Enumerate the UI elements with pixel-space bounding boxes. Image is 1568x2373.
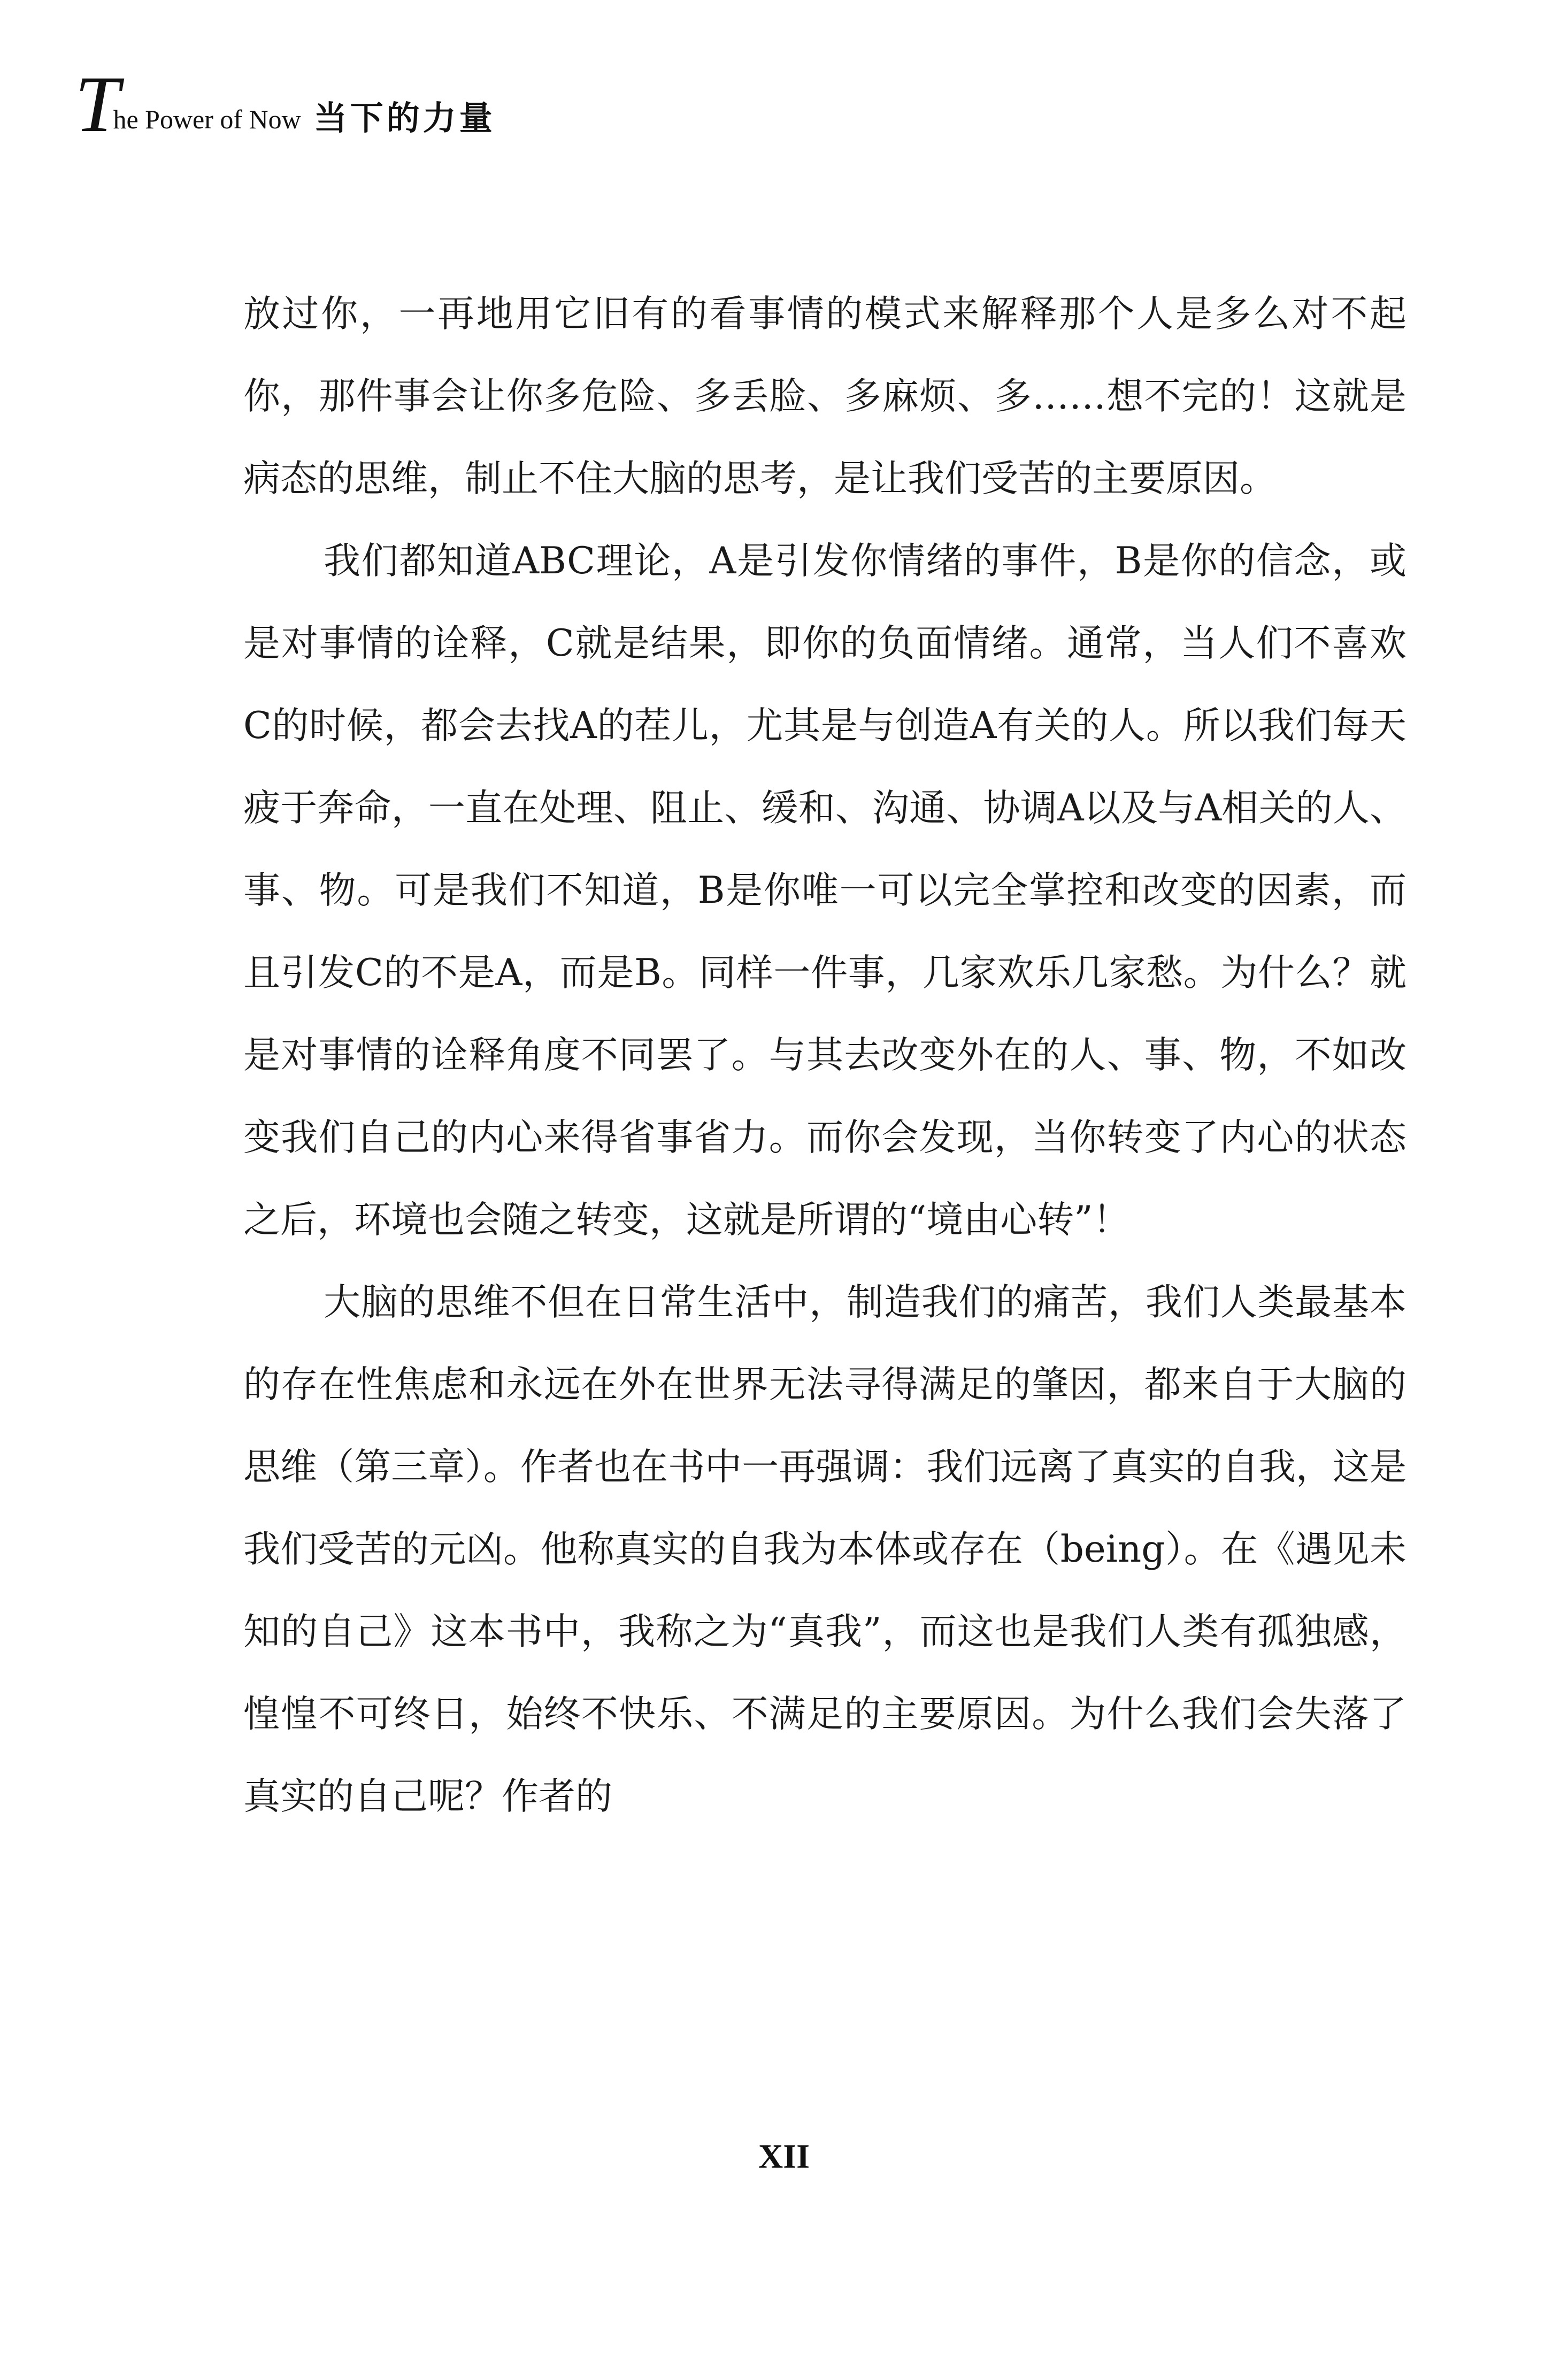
running-head-initial: T	[75, 60, 118, 149]
running-head-title-cn: 当下的力量	[313, 98, 496, 137]
paragraph-continued: 放过你，一再地用它旧有的看事情的模式来解释那个人是多么对不起你，那件事会让你多危险、多丢脸、多麻烦、多……想不完的！这就是病态的思维，制止不住大脑的思考，是让我们受苦的主要原因。	[243, 293, 1406, 500]
body-text	[243, 273, 1406, 1838]
running-head	[75, 60, 496, 149]
paragraph-abc-theory: 我们都知道ABC理论，A是引发你情绪的事件，B是你的信念，或是对事情的诠释，C就是结果，即你的负面情绪。通常，当人们不喜欢C的时候，都会去找A的茬儿，尤其是与创造A有关的人。所以我们每天疲于奔命，一直在处理、阻止、缓和、沟通、协调A以及与A相关的人、事、物。可是我们不知道，B是你唯一可以完全掌控和改变的因素，而且引发C的不是A，而是B。同样一件事，几家欢乐几家愁。为什么？就是对事情的诠释角度不同罢了。与其去改变外在的人、事、物，不如改变我们自己的内心来得省事省力。而你会发现，当你转变了内心的状态之后，环境也会随之转变，这就是所谓的“境由心转”！	[243, 540, 1406, 1241]
paragraph-true-self: 大脑的思维不但在日常生活中，制造我们的痛苦，我们人类最基本的存在性焦虑和永远在外在世界无法寻得满足的肇因，都来自于大脑的思维（第三章）。作者也在书中一再强调：我们远离了真实的自我，这是我们受苦的元凶。他称真实的自我为本体或存在（being）。在《遇见未知的自己》这本书中，我称之为“真我”，而这也是我们人类有孤独感，惶惶不可终日，始终不快乐、不满足的主要原因。为什么我们会失落了真实的自己呢？作者的	[243, 1281, 1406, 1818]
page-number: XII	[758, 2137, 810, 2175]
running-head-title: he Power of Now	[113, 104, 301, 134]
